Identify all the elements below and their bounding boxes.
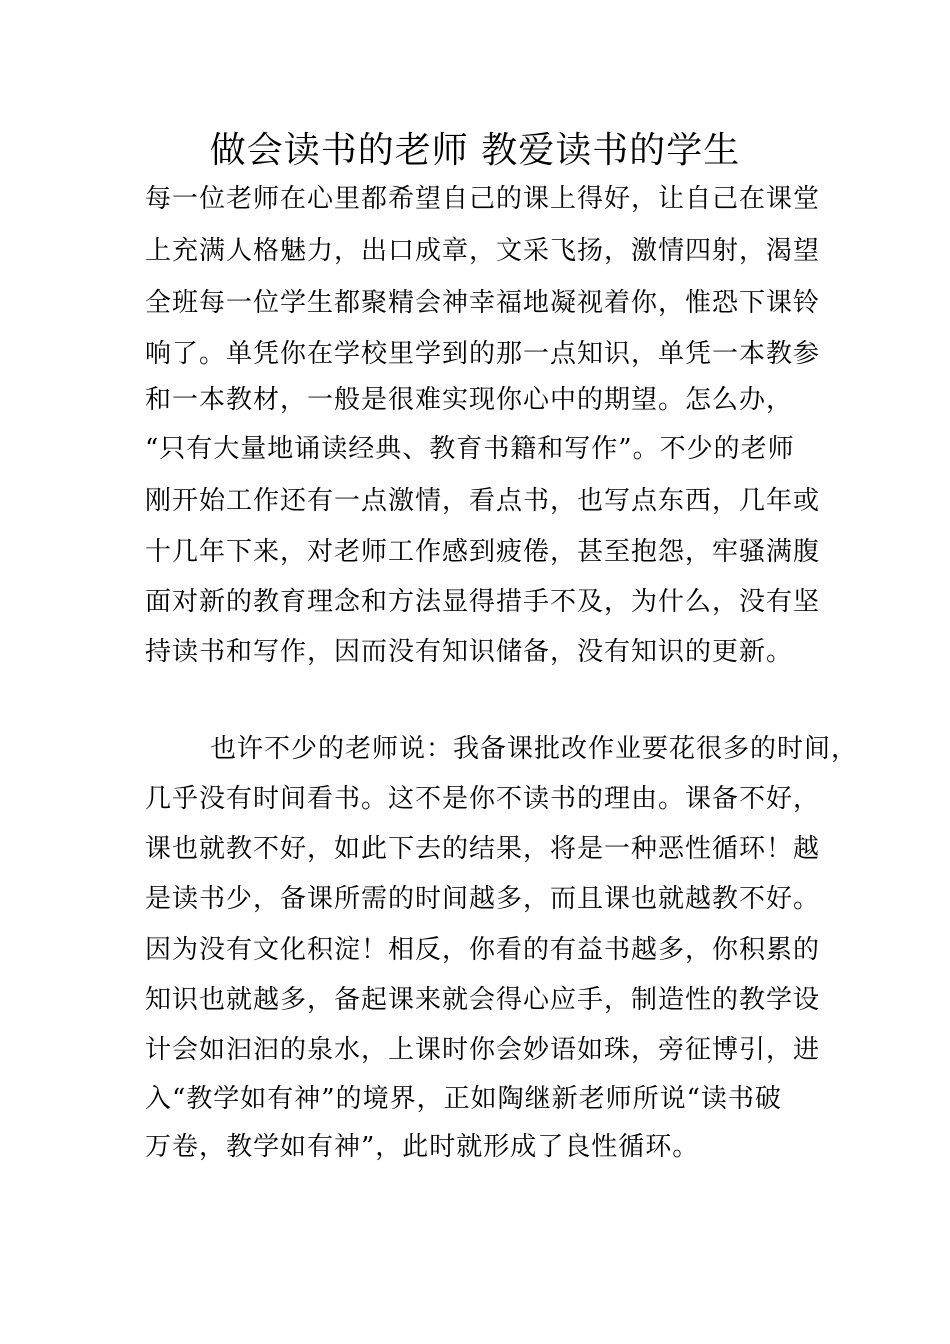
paragraph-line: 和一本教材，一般是很难实现你心中的期望。怎么办， (145, 385, 794, 415)
paragraph-line: 面对新的教育理念和方法显得措手不及，为什么，没有坚 (145, 587, 821, 617)
paragraph-line: 万卷，教学如有神”，此时就形成了良性循环。 (145, 1132, 700, 1162)
paragraph-line: 响了。单凭你在学校里学到的那一点知识，单凭一本教参 (145, 339, 821, 369)
paragraph-line: 知识也就越多，备起课来就会得心应手，制造性的教学设 (145, 985, 821, 1015)
paragraph-line: 几乎没有时间看书。这不是你不读书的理由。课备不好， (145, 784, 821, 814)
paragraph-line: 每一位老师在心里都希望自己的课上得好，让自己在课堂 (145, 184, 821, 214)
paragraph-line: 全班每一位学生都聚精会神幸福地凝视着你，惟恐下课铃 (145, 288, 821, 318)
paragraph-line: 持读书和写作，因而没有知识储备，没有知识的更新。 (145, 637, 794, 667)
paragraph-line: 入“教学如有神”的境界，正如陶继新老师所说“读书破 (145, 1084, 782, 1114)
paragraph-line: 课也就教不好，如此下去的结果，将是一种恶性循环！越 (145, 834, 821, 864)
paragraph-line: 因为没有文化积淀！相反，你看的有益书越多，你积累的 (145, 935, 821, 965)
paragraph-line: “只有大量地诵读经典、教育书籍和写作”。不少的老师 (145, 434, 795, 464)
paragraph-line: 十几年下来，对老师工作感到疲倦，甚至抱怨，牢骚满腹 (145, 537, 821, 567)
paragraph-line: 刚开始工作还有一点激情，看点书，也写点东西，几年或 (145, 486, 821, 516)
paragraph-line: 上充满人格魅力，出口成章，文采飞扬，激情四射，渴望 (145, 236, 821, 266)
document-title: 做会读书的老师 教爱读书的学生 (209, 130, 741, 171)
paragraph-line: 计会如汩汩的泉水，上课时你会妙语如珠，旁征博引，进 (145, 1035, 821, 1065)
paragraph-line: 也许不少的老师说：我备课批改作业要花很多的时间， (210, 734, 859, 764)
paragraph-line: 是读书少，备课所需的时间越多，而且课也就越教不好。 (145, 884, 821, 914)
